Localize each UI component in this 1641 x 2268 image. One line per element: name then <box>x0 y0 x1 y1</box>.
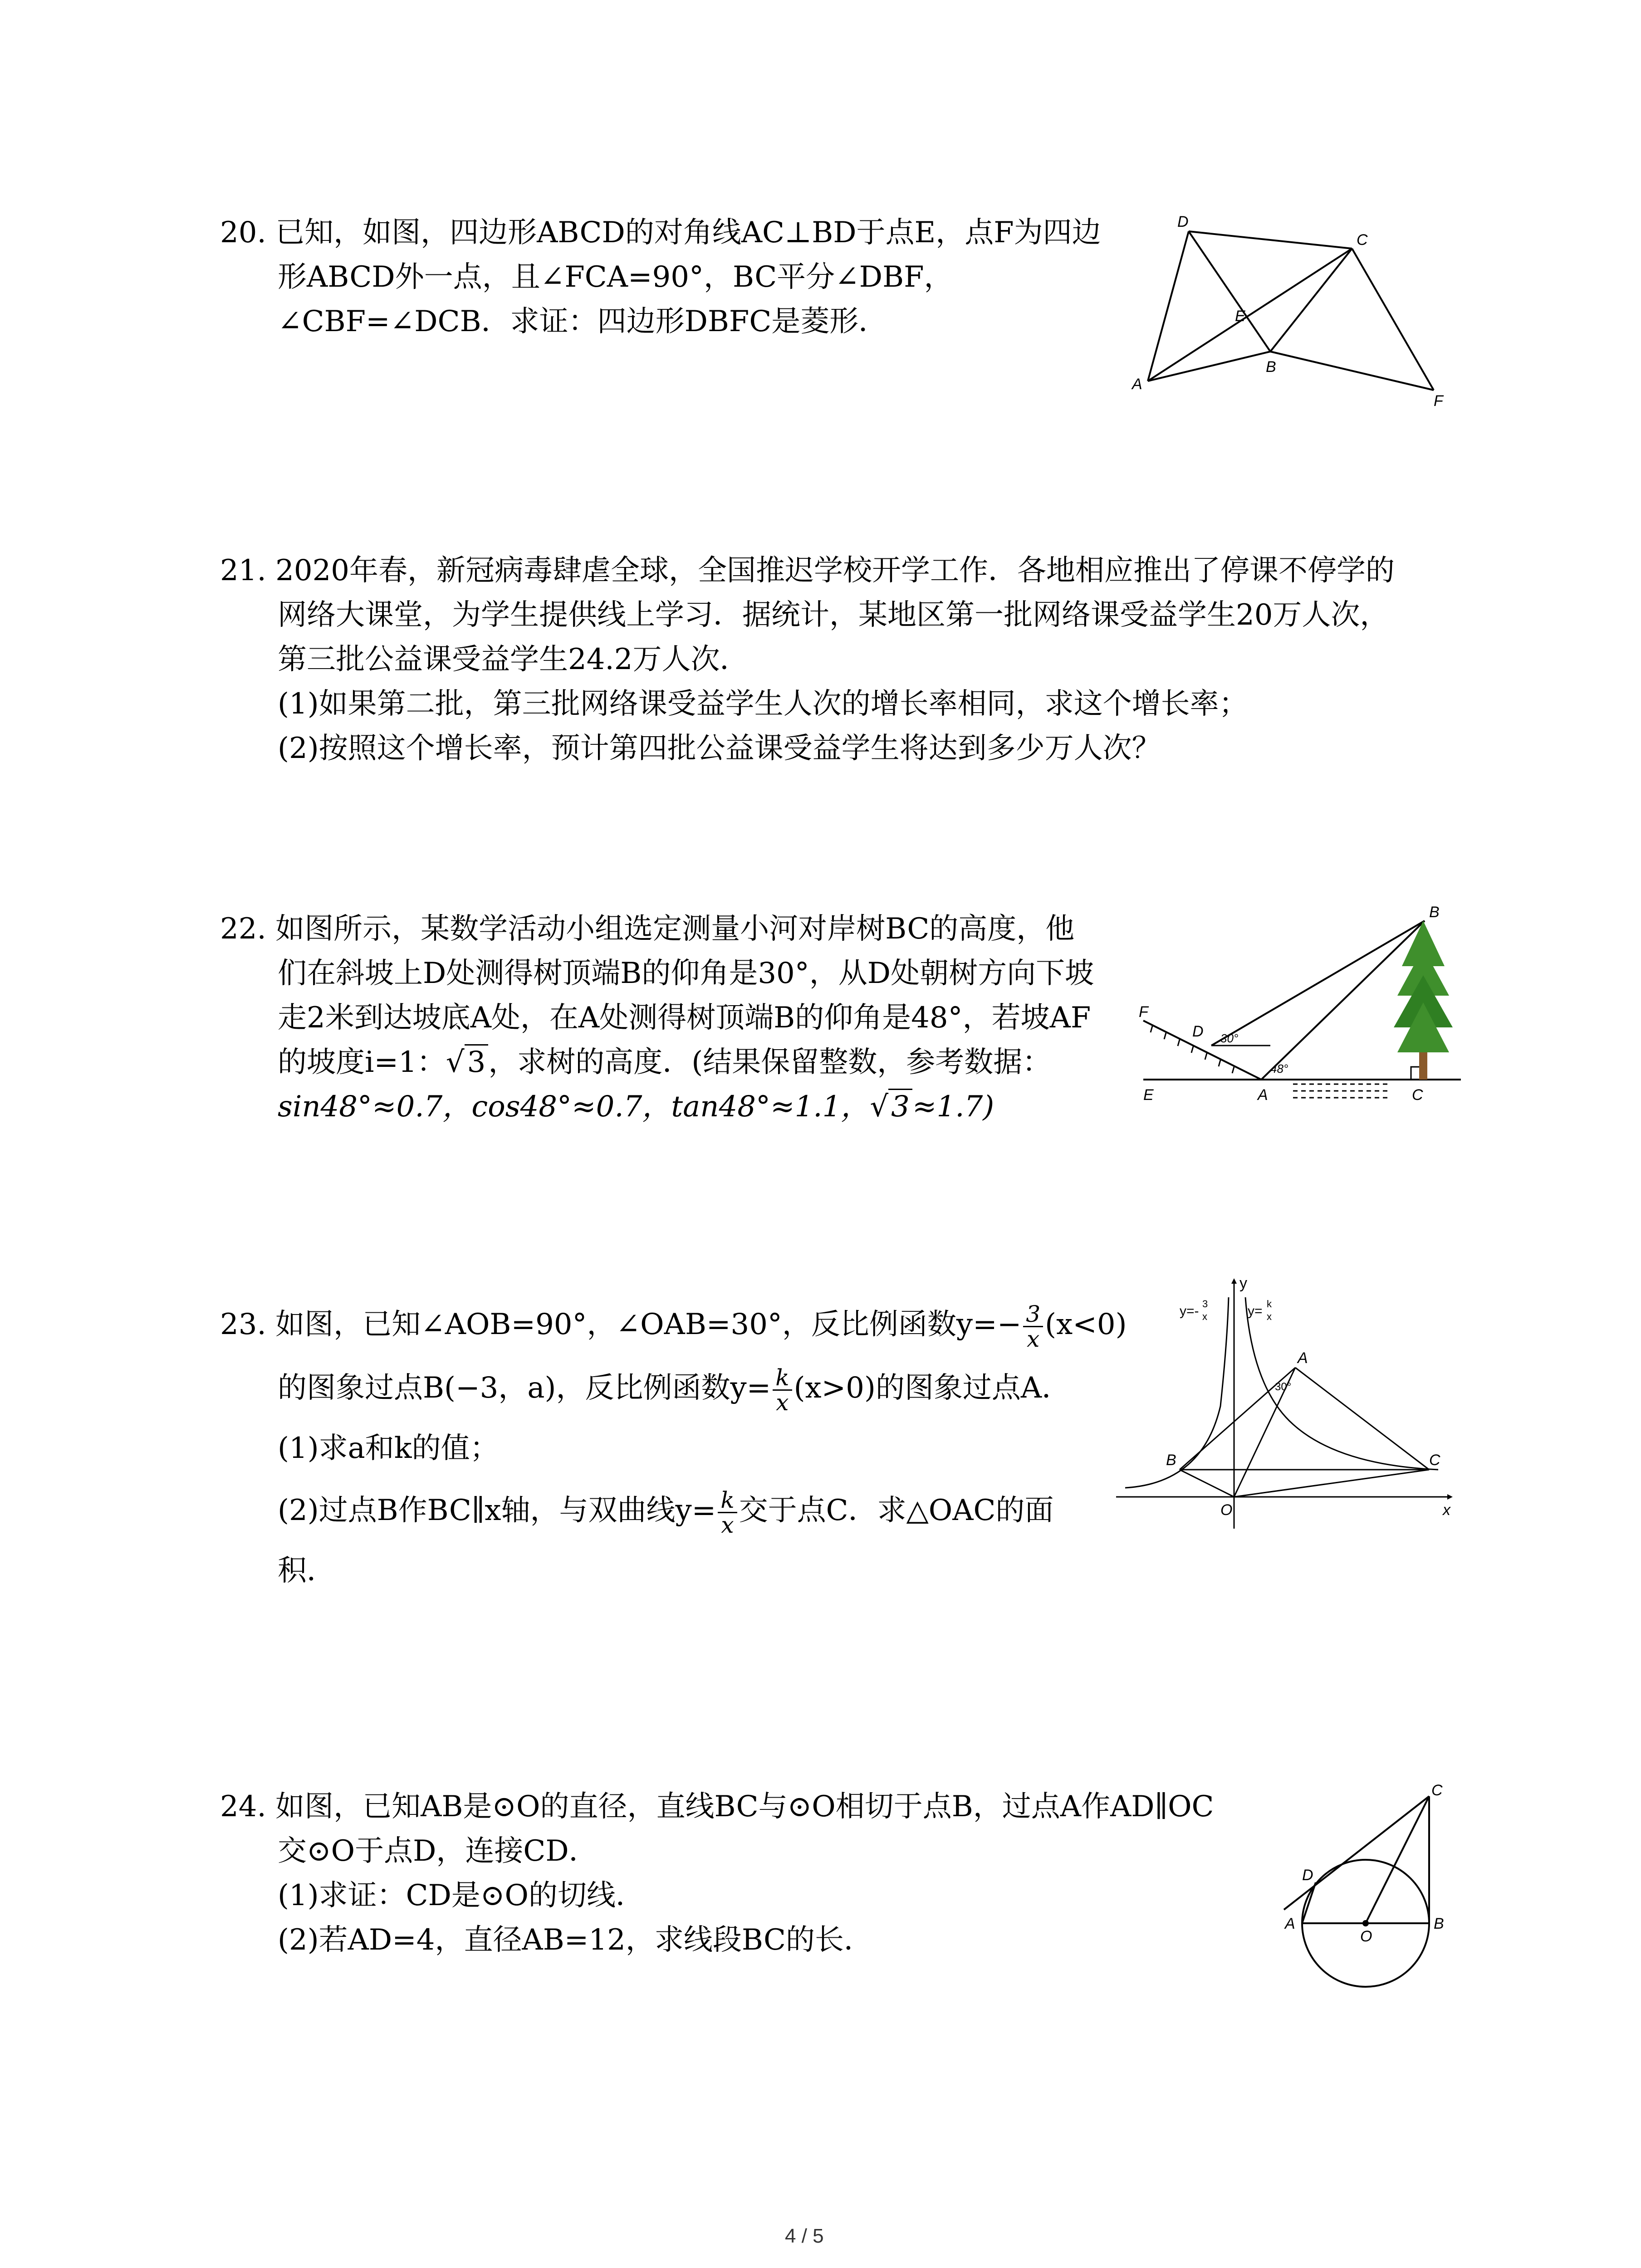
problem-22-figure <box>1134 898 1465 1107</box>
sqrt-3: 3 <box>465 1044 489 1079</box>
label-left-curve: y=- <box>1180 1304 1199 1319</box>
slope-text-rest: ，求树的高度．(结果保留整数，参考数据： <box>488 1046 1052 1079</box>
label-48deg: 48° <box>1270 1062 1288 1075</box>
problem-20-figure <box>1125 209 1461 408</box>
label-B: B <box>1166 1452 1176 1469</box>
problem-21-line-4: (1)如果第二批，第三批网络课受益学生人次的增长率相同，求这个增长率； <box>278 687 1248 721</box>
ref-data-rest: ≈1.7) <box>912 1090 994 1124</box>
label-y-axis: y <box>1239 1275 1247 1292</box>
problem-21-line-2: 网络大课堂，为学生提供线上学习．据统计，某地区第一批网络课受益学生20万人次， <box>278 598 1389 632</box>
label-left-curve-den: x <box>1202 1311 1207 1322</box>
label-30deg: 30° <box>1220 1031 1239 1045</box>
label-x-axis: x <box>1443 1501 1450 1519</box>
label-A: A <box>1298 1349 1308 1367</box>
p23-text-1: 23. 如图，已知∠AOB=90°，∠OAB=30°，反比例函数y=− <box>220 1308 1022 1341</box>
problem-22-line-3: 走2米到达坡底A处，在A处测得树顶端B的仰角是48°，若坡AF <box>278 1001 1091 1035</box>
label-F: F <box>1434 392 1443 408</box>
problem-23-part-1: (1)求a和k的值； <box>278 1432 499 1465</box>
problem-24-figure <box>1261 1783 1470 2000</box>
label-left-curve-num: 3 <box>1202 1298 1208 1310</box>
problem-21-line-1: 21. 2020年春，新冠病毒肆虐全球，全国推迟学校开学工作．各地相应推出了停课不停学的 <box>220 554 1395 587</box>
circle-tangent-diagram <box>1261 1783 1470 2000</box>
sqrt-symbol-2: √ <box>870 1090 889 1124</box>
problem-22-line-1: 22. 如图所示，某数学活动小组选定测量小河对岸树BC的高度，他 <box>220 912 1075 946</box>
label-E: E <box>1235 308 1245 325</box>
problem-23-figure <box>1112 1270 1456 1533</box>
sqrt-symbol: √ <box>446 1046 465 1079</box>
problem-24-line-2: 交⊙O于点D，连接CD． <box>278 1834 598 1868</box>
p23-cond-1: (x<0) <box>1045 1308 1127 1341</box>
label-B: B <box>1266 358 1276 376</box>
label-O: O <box>1360 1928 1372 1945</box>
slope-text: 的坡度i=1： <box>278 1046 446 1079</box>
fraction-3-over-x: $\frac{3}{x}$ <box>1023 1302 1043 1351</box>
label-A: A <box>1258 1086 1268 1104</box>
problem-22-line-4 <box>278 1043 1051 1082</box>
problem-23-part-2 <box>278 1483 1053 1538</box>
problem-22-line-2: 们在斜坡上D处测得树顶端B的仰角是30°，从D处朝树方向下坡 <box>278 957 1094 990</box>
label-C: C <box>1429 1452 1440 1469</box>
problem-23-line-last: 积． <box>278 1554 336 1588</box>
problem-21-line-3: 第三批公益课受益学生24.2万人次． <box>278 643 749 676</box>
label-E: E <box>1143 1086 1154 1104</box>
label-C: C <box>1412 1086 1423 1104</box>
problem-20-line-2: 形ABCD外一点，且∠FCA=90°，BC平分∠DBF， <box>278 260 953 294</box>
label-A: A <box>1285 1915 1295 1932</box>
problem-20-line-3: ∠CBF=∠DCB．求证：四边形DBFC是菱形． <box>278 305 888 338</box>
label-B: B <box>1434 1915 1444 1932</box>
sqrt-3-ref: 3 <box>888 1089 912 1124</box>
label-C: C <box>1431 1783 1443 1799</box>
label-right-curve-num: k <box>1267 1298 1272 1310</box>
label-B: B <box>1429 904 1440 921</box>
ref-data-text: sin48°≈0.7，cos48°≈0.7，tan48°≈1.1， <box>278 1090 870 1124</box>
problem-22-line-5 <box>278 1087 994 1126</box>
label-O: O <box>1220 1501 1233 1519</box>
label-right-curve-den: x <box>1267 1311 1272 1322</box>
problem-23-line-1 <box>220 1297 1127 1352</box>
problem-23-line-2 <box>278 1361 1071 1415</box>
p23-part2-text: (2)过点B作BC∥x轴，与双曲线y= <box>278 1494 716 1527</box>
problem-21-line-5: (2)按照这个增长率，预计第四批公益课受益学生将达到多少万人次？ <box>278 732 1161 765</box>
hyperbola-diagram <box>1112 1270 1456 1533</box>
p23-part2-rest: 交于点C．求△OAC的面 <box>739 1494 1054 1527</box>
label-D: D <box>1177 213 1189 230</box>
tree-slope-diagram <box>1134 898 1465 1107</box>
label-F: F <box>1139 1003 1148 1021</box>
label-C: C <box>1357 231 1368 249</box>
problem-20-line-1: 20. 已知，如图，四边形ABCD的对角线AC⊥BD于点E，点F为四边 <box>220 216 1101 249</box>
problem-24-line-1: 24. 如图，已知AB是⊙O的直径，直线BC与⊙O相切于点B，过点A作AD∥OC <box>220 1790 1214 1823</box>
problem-24-part-1: (1)求证：CD是⊙O的切线． <box>278 1879 645 1912</box>
page-number: 4 / 5 <box>785 2225 824 2247</box>
p23-text-3: (x>0)的图象过点A． <box>794 1371 1071 1405</box>
fraction-k-over-x: $\frac{k}{x}$ <box>773 1366 792 1414</box>
quadrilateral-diagram <box>1125 209 1461 408</box>
label-A: A <box>1132 376 1142 393</box>
label-D: D <box>1192 1023 1204 1040</box>
p23-text-2: 的图象过点B(−3，a)，反比例函数y= <box>278 1371 771 1405</box>
label-30deg: 30° <box>1275 1381 1292 1393</box>
label-D: D <box>1302 1867 1313 1884</box>
problem-24-part-2: (2)若AD=4，直径AB=12，求线段BC的长． <box>278 1923 873 1957</box>
label-right-curve: y= <box>1248 1304 1263 1319</box>
fraction-k-over-x-2: $\frac{k}{x}$ <box>718 1488 737 1537</box>
